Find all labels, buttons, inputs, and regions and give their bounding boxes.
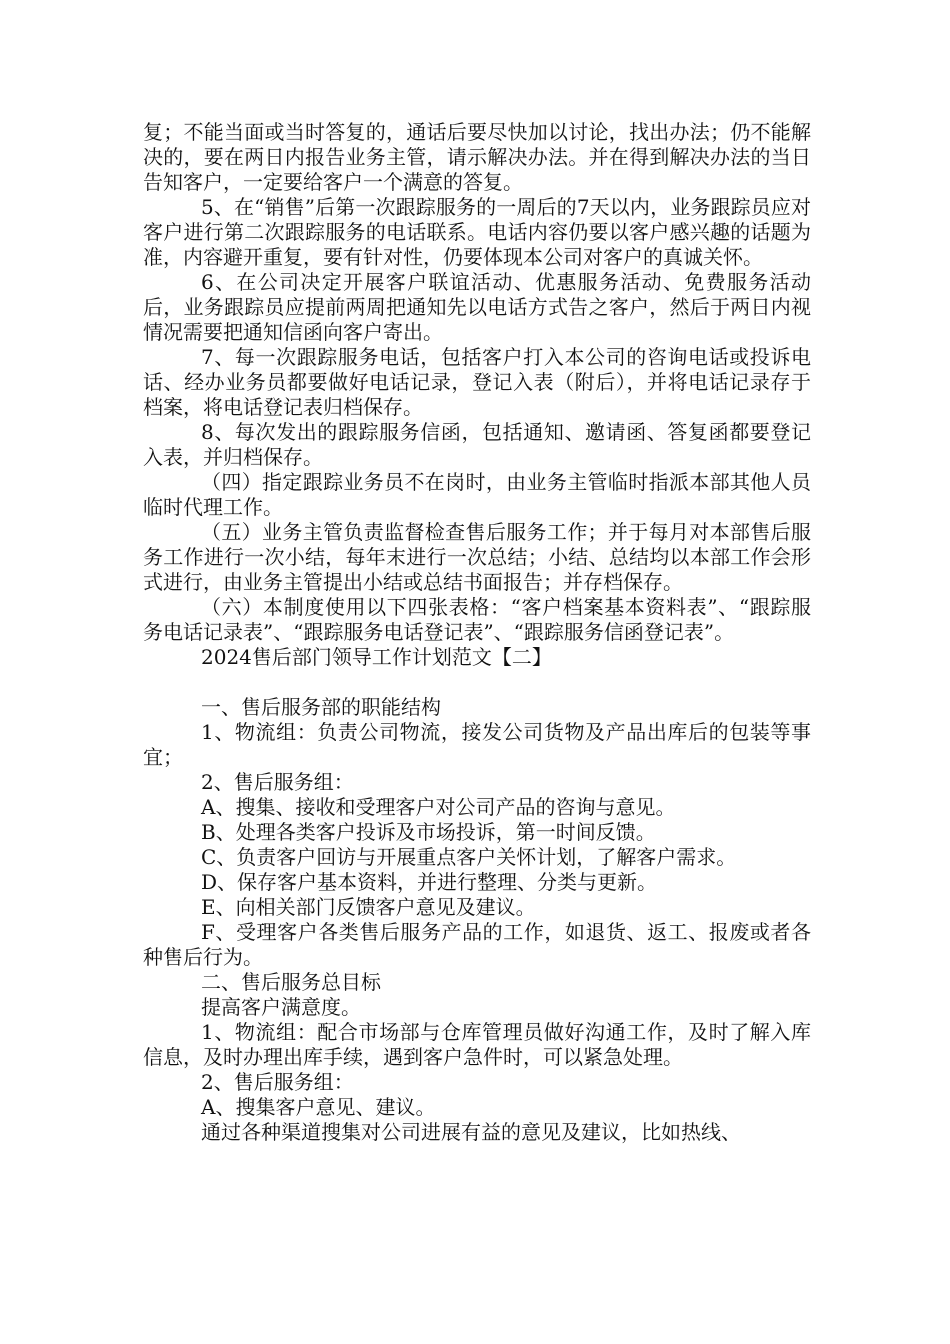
paragraph-goal-statement: 提高客户满意度。 — [201, 995, 361, 1019]
paragraph-section-6: （六）本制度使用以下四张表格：“客户档案基本资料表”、“跟踪服务电话记录表”、“跟踪服务电话登记表”、“跟踪服务信函登记表”。 — [143, 595, 811, 644]
list-item-b: B、处理各类客户投诉及市场投诉，第一时间反馈。 — [201, 820, 656, 844]
document-body — [143, 120, 811, 1145]
list-item-c: C、负责客户回访与开展重点客户关怀计划，了解客户需求。 — [201, 845, 737, 869]
blank-line — [143, 670, 811, 695]
list-item-e: E、向相关部门反馈客户意见及建议。 — [201, 895, 536, 919]
paragraph-item-8: 8、每次发出的跟踪服务信函，包括通知、邀请函、答复函都要登记入表，并归档保存。 — [143, 420, 811, 469]
list-item-a-goal: A、搜集客户意见、建议。 — [201, 1095, 436, 1119]
paragraph-service-group: 2、售后服务组： — [201, 770, 354, 794]
heading-overall-goal: 二、售后服务总目标 — [201, 970, 381, 994]
paragraph-continuation: 复；不能当面或当时答复的，通话后要尽快加以讨论，找出办法；仍不能解决的，要在两日内报告业务主管，请示解决办法。并在得到解决办法的当日告知客户，一定要给客户一个满意的答复。 — [143, 120, 811, 194]
list-item-f: F、受理客户各类售后服务产品的工作，如退货、返工、报废或者各种售后行为。 — [143, 920, 811, 969]
paragraph-channels: 通过各种渠道搜集对公司进展有益的意见及建议，比如热线、 — [201, 1120, 741, 1144]
list-item-a: A、搜集、接收和受理客户对公司产品的咨询与意见。 — [201, 795, 676, 819]
paragraph-section-4: （四）指定跟踪业务员不在岗时，由业务主管临时指派本部其他人员临时代理工作。 — [143, 470, 811, 519]
paragraph-item-5: 5、在“销售”后第一次跟踪服务的一周后的7天以内，业务跟踪员应对客户进行第二次跟踪服务的电话联系。电话内容仍要以客户感兴趣的话题为准，内容避开重复，要有针对性，仍要体现本公司对客户的真诚关怀。 — [143, 195, 811, 269]
paragraph-section-5: （五）业务主管负责监督检查售后服务工作；并于每月对本部售后服务工作进行一次小结，每年末进行一次总结；小结、总结均以本部工作会形式进行，由业务主管提出小结或总结书面报告；并存档保存。 — [143, 520, 811, 594]
paragraph-item-6: 6、在公司决定开展客户联谊活动、优惠服务活动、免费服务活动后，业务跟踪员应提前两周把通知先以电话方式告之客户，然后于两日内视情况需要把通知信函向客户寄出。 — [143, 270, 811, 344]
heading-functional-structure: 一、售后服务部的职能结构 — [201, 695, 441, 719]
paragraph-service-group-goal: 2、售后服务组： — [201, 1070, 354, 1094]
list-item-d: D、保存客户基本资料，并进行整理、分类与更新。 — [201, 870, 658, 894]
paragraph-logistics-goal: 1、物流组：配合市场部与仓库管理员做好沟通工作，及时了解入库信息，及时办理出库手续，遇到客户急件时，可以紧急处理。 — [143, 1020, 811, 1069]
section-heading-part-2: 2024售后部门领导工作计划范文【二】 — [201, 645, 552, 669]
paragraph-item-7: 7、每一次跟踪服务电话，包括客户打入本公司的咨询电话或投诉电话、经办业务员都要做好电话记录，登记入表（附后），并将电话记录存于档案，将电话登记表归档保存。 — [143, 345, 811, 419]
paragraph-logistics-group: 1、物流组：负责公司物流，接发公司货物及产品出库后的包装等事宜； — [143, 720, 811, 769]
